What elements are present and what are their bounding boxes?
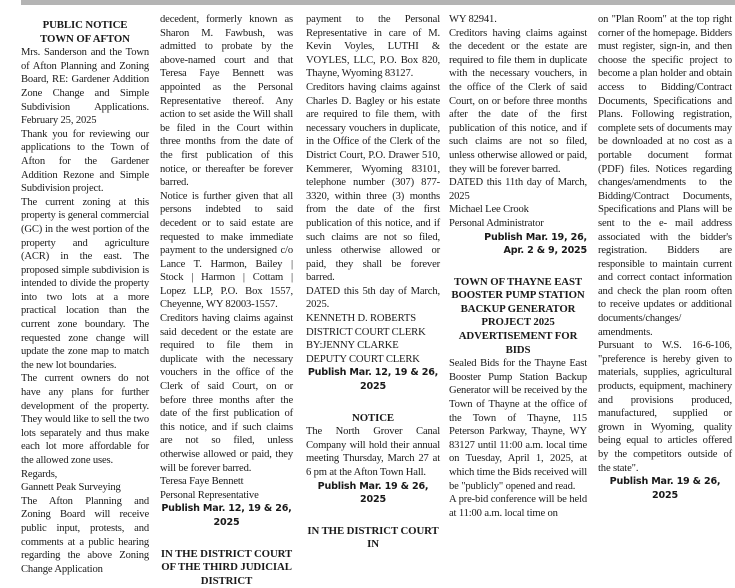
notice-heading-line: TOWN OF THAYNE EAST	[454, 275, 582, 288]
notice-paragraph: payment to the Personal Representative in care of M. Kevin Voyles, LUTHI & VOYLES, LLC, P.O. Box 820, Thayne, Wyoming 83127.	[306, 14, 440, 80]
notice-heading-line: PUBLIC NOTICE	[42, 19, 128, 31]
notice-paragraph: decedent, formerly known as Sharon M. Fawbush, was admitted to probate by the above-named court and that Teresa Faye Bennett was appointed as the Personal Representative thereof. Any action to set aside the Will shall be filed in the Court within three months from the date of the first publication of this notice, or thereafter be forever barred.	[160, 14, 293, 189]
notice-heading-line: IN THE DISTRICT COURT	[160, 547, 293, 560]
notice-heading-line: BOOSTER PUMP STATION	[451, 289, 585, 302]
notice-paragraph: Notice is further given that all persons indebted to said decedent or to said estate are requested to make immediate payment to the undersigned c/o Lance T. Harmon, Bailey | Stock | Harmon | Cottam | Lopez LLP, P.O. Box 1557, Cheyenne, WY 82003-1557.	[160, 190, 293, 311]
notice-text-line: WY 82941.	[449, 14, 497, 25]
page-top-rule	[21, 0, 735, 5]
column-4	[449, 13, 587, 520]
notice-paragraph: A pre-bid conference will be held at 11:00 a.m. local time on	[449, 494, 587, 519]
notice-text-line: Gannett Peak Surveying	[21, 482, 121, 494]
notice-text-line: Regards,	[21, 468, 58, 480]
notice-heading	[21, 19, 149, 46]
notice-heading-line: TOWN OF AFTON	[40, 32, 130, 45]
notice-heading-line: ADVERTISEMENT FOR BIDS	[458, 330, 578, 356]
notice-heading-line: BACKUP GENERATOR	[460, 302, 576, 315]
notice-heading	[160, 548, 293, 588]
notice-text-line: DISTRICT COURT CLERK	[306, 326, 426, 338]
publish-dates: Apr. 2 & 9, 2025	[503, 245, 587, 257]
publish-dates: Publish Mar. 12, 19 & 26, 2025	[307, 367, 439, 393]
column-2	[160, 13, 293, 588]
notice-paragraph: DATED this 5th day of March, 2025.	[306, 285, 440, 311]
column-3	[306, 13, 440, 552]
notice-heading-line: NOTICE	[352, 411, 394, 424]
notice-heading-line: PROJECT 2025	[481, 316, 555, 329]
notice-text-line: KENNETH D. ROBERTS	[306, 313, 416, 325]
notice-heading-line: DISTRICT	[200, 574, 253, 587]
notice-heading	[449, 276, 587, 358]
publish-dates: Publish Mar. 19 & 26, 2025	[609, 476, 721, 501]
notice-text-line: DEPUTY COURT CLERK	[306, 353, 420, 365]
notice-paragraph: DATED this 11th day of March, 2025	[449, 177, 587, 202]
column-1	[21, 13, 149, 576]
notice-paragraph: The current owners do not have any plans for further development of the property. They would like to sell the two lots separately and thus make each lot more affordable for the allowed zone uses.	[21, 373, 149, 466]
notice-heading-line: IN THE DISTRICT COURT IN	[307, 524, 439, 551]
notice-paragraph: Mrs. Sanderson and the Town of Afton Planning and Zoning Board, RE: Gardener Addition Zone Change and Simple Subdivision Applications. February 25, 2025	[21, 47, 149, 127]
notice-heading-line: OF THE THIRD JUDICIAL	[161, 561, 292, 574]
publish-dates: Publish Mar. 19, 26,	[484, 231, 587, 243]
notice-text-line: Personal Representative	[160, 489, 259, 501]
notice-heading	[306, 525, 440, 552]
notice-paragraph: Thank you for reviewing our applications to the Town of Afton for the Gardener Addition Rezone and Simple Subdivision project.	[21, 128, 149, 195]
notice-paragraph: on "Plan Room" at the top right corner of the homepage. Bidders must register, sign-in, and then choose the specific project to become a plan holder and obtain access to Bidding/Contract Documents, Specifications and Plans. Following registration, complete sets of documents may be downloaded at no cost as a portable document format (PDF) files. Notices regarding changes/amendments to the Bidding/Contract Documents, Specifications and Plans will be sent to the e- mail address associated with the bidder's registration. Bidders are responsible to maintain current and correct contact information and check the plan room often to receive updates or additional documents/changes/ amendments.	[598, 14, 732, 338]
notice-text-line: BY:JENNY CLARKE	[306, 340, 399, 352]
notice-paragraph: The North Grover Canal Company will hold their annual meeting Thursday, March 27 at 6 pm at the Afton Town Hall.	[306, 426, 440, 478]
notice-paragraph: Creditors having claims against the decedent or the estate are required to file them in duplicate with the necessary vouchers, in the office of the Clerk of said Court, on or before three months after the date of the first publication of this notice, and if such claims are not so filed, unless otherwise allowed or paid, they will be forever barred.	[449, 27, 587, 175]
notice-heading	[306, 412, 440, 426]
notice-text-line: Michael Lee Crook	[449, 204, 529, 216]
notice-text-line: Personal Administrator	[449, 217, 544, 229]
publish-dates: Publish Mar. 19 & 26, 2025	[317, 480, 429, 506]
publish-dates: Publish Mar. 12, 19 & 26, 2025	[161, 503, 292, 528]
notice-paragraph: Creditors having claims against Charles D. Bagley or his estate are required to file them, with necessary vouchers in duplicate, in the Office of the Clerk of the District Court, P.O. Drawer 510, Kemmerer, Wyoming 83101, telephone number (307) 877-3320, within three (3) months from the date of the first publication of this notice, and if such claims are not so filed, unless otherwise allowed or paid, they shall be forever barred.	[306, 81, 440, 284]
notice-paragraph: Creditors having claims against said decedent or the estate are required to file them in duplicate with the necessary vouchers in the office of the Clerk of said Court, on or before three months after the date of the first publication of this notice, and if such claims are not so filed, unless otherwise allowed or paid, they will be forever barred.	[160, 313, 293, 474]
notice-text-line: Teresa Faye Bennett	[160, 476, 244, 488]
notice-paragraph: The Afton Planning and Zoning Board will receive public input, protests, and comments at a public hearing regarding the above Zoning Change Application	[21, 495, 149, 575]
notice-paragraph: The current zoning at this property is general commercial (GC) in the west portion of the property and agriculture (ACR) in the east. The proposed simple subdivision is intended to divide the property into two lots at a more practical location than the current zone boundary. The requested zone change will update the zone map to match the new lot boundaries.	[21, 196, 149, 371]
notice-paragraph: Pursuant to W.S. 16-6-106, "preference is hereby given to materials, supplies, agricultural products, equipment, machinery and provisions produced, manufactured, supplied or grown in Wyoming, quality being equal to articles offered by the competitors outside of the state".	[598, 340, 732, 474]
column-5	[598, 13, 732, 502]
notice-paragraph: Sealed Bids for the Thayne East Booster Pump Station Backup Generator will be received by the Town of Thayne at the office of the Town of Thayne, 115 Peterson Parkway, Thayne, WY 83127 until 11:00 a.m. local time on Tuesday, April 1, 2025, at which time the Bids received will be "publicly" opened and read.	[449, 358, 587, 492]
